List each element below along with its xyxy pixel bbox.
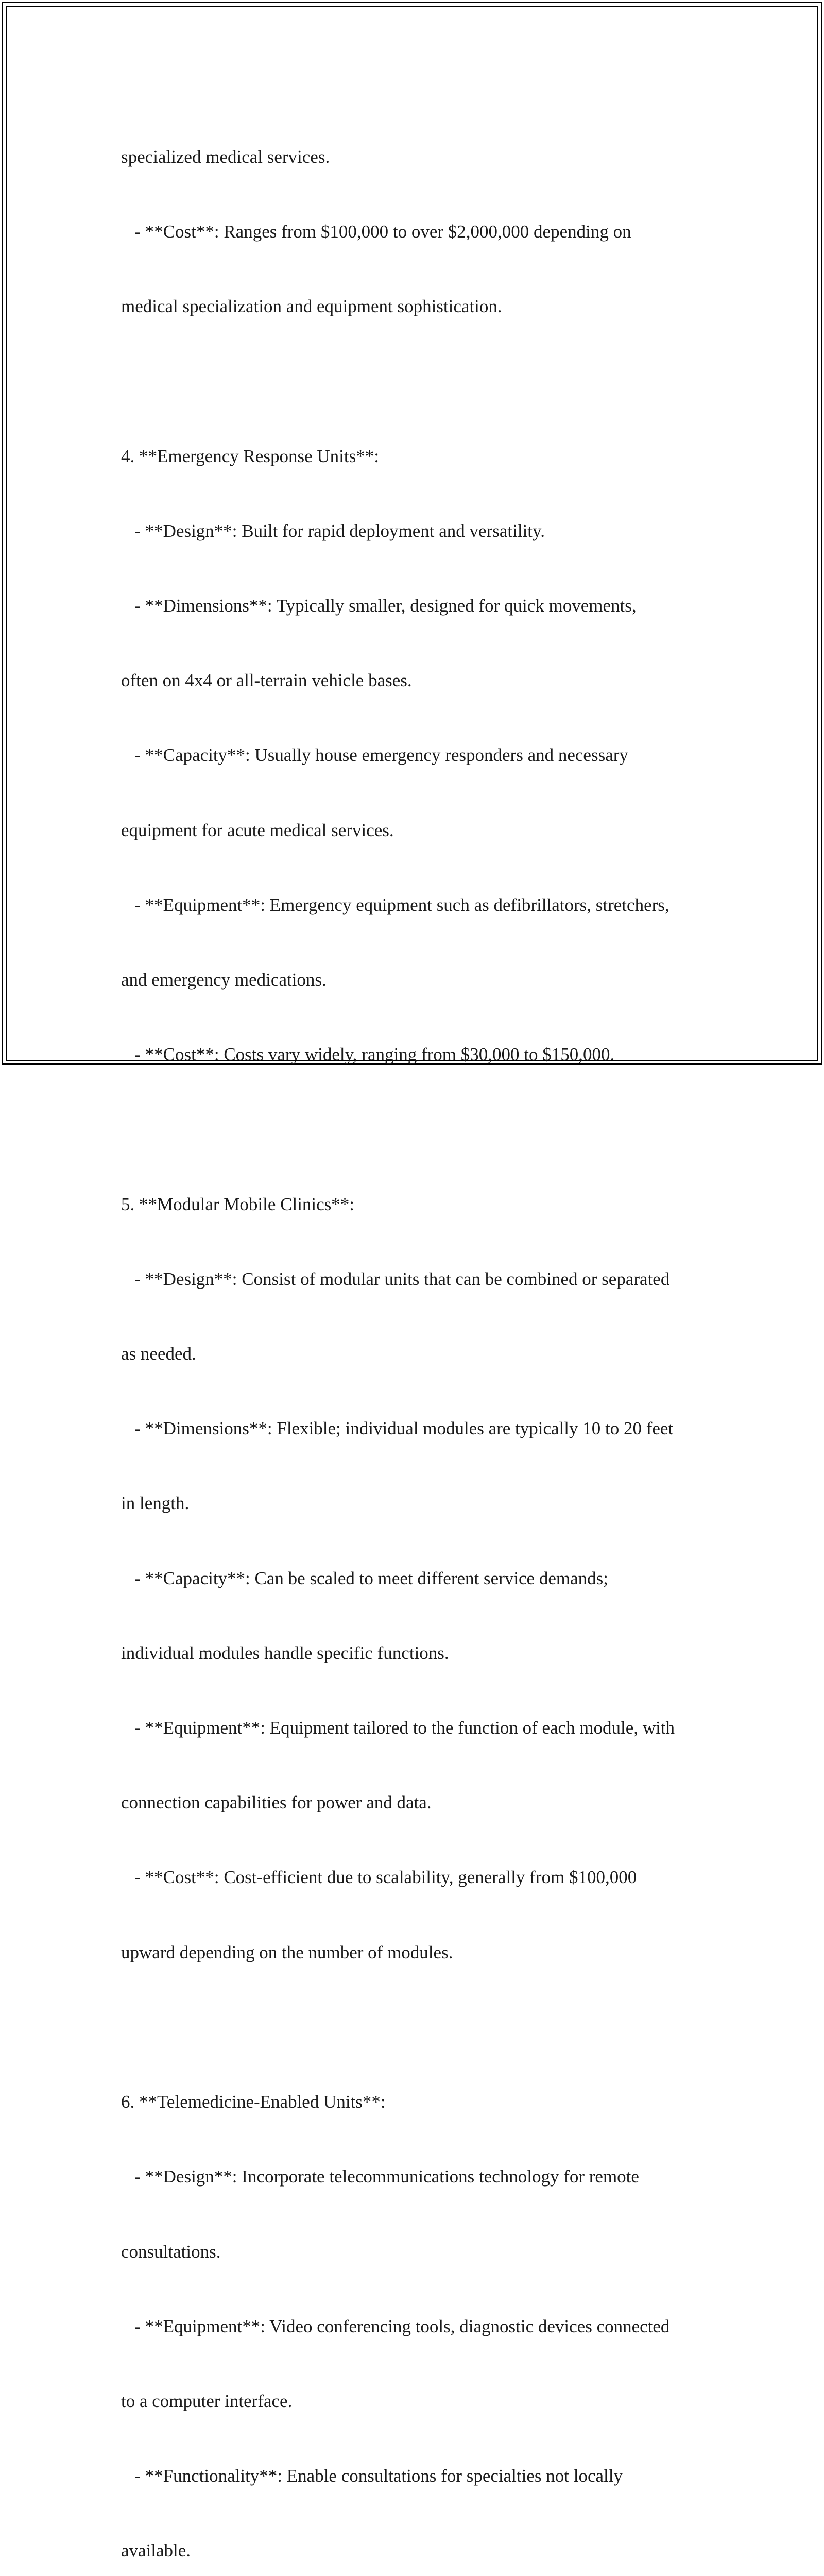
document-body bbox=[121, 95, 713, 2576]
section-heading: 6. **Telemedicine-Enabled Units**: bbox=[121, 2092, 386, 2112]
text-line: - **Dimensions**: Typically smaller, designed for quick movements, bbox=[121, 596, 637, 616]
text-line: specialized medical services. bbox=[121, 146, 330, 167]
text-line: to a computer interface. bbox=[121, 2391, 293, 2411]
text-line: - **Equipment**: Video conferencing tools, diagnostic devices connected bbox=[121, 2316, 670, 2336]
blank-line bbox=[121, 369, 713, 394]
text-line: - **Cost**: Costs vary widely, ranging from $30,000 to $150,000. bbox=[121, 1044, 615, 1065]
section-heading: 5. **Modular Mobile Clinics**: bbox=[121, 1194, 355, 1214]
section-heading: 4. **Emergency Response Units**: bbox=[121, 446, 379, 466]
text-line: - **Design**: Incorporate telecommunications technology for remote bbox=[121, 2166, 639, 2187]
text-line: medical specialization and equipment sophistication. bbox=[121, 296, 502, 317]
text-line: - **Cost**: Ranges from $100,000 to over $2,000,000 depending on bbox=[121, 222, 631, 242]
text-line: - **Equipment**: Equipment tailored to the function of each module, with bbox=[121, 1718, 675, 1738]
text-line: - **Capacity**: Can be scaled to meet different service demands; bbox=[121, 1568, 608, 1588]
text-line: individual modules handle specific functions. bbox=[121, 1642, 449, 1663]
blank-line bbox=[121, 2015, 713, 2040]
text-line: consultations. bbox=[121, 2241, 221, 2262]
blank-line bbox=[121, 1117, 713, 1142]
text-line: available. bbox=[121, 2540, 191, 2561]
text-line: and emergency medications. bbox=[121, 970, 327, 990]
text-line: - **Capacity**: Usually house emergency responders and necessary bbox=[121, 745, 628, 766]
text-line: upward depending on the number of modules. bbox=[121, 1942, 453, 1962]
text-line: - **Cost**: Cost-efficient due to scalability, generally from $100,000 bbox=[121, 1867, 637, 1888]
text-line: in length. bbox=[121, 1493, 190, 1514]
text-line: equipment for acute medical services. bbox=[121, 820, 394, 840]
text-line: often on 4x4 or all-terrain vehicle bases. bbox=[121, 670, 412, 691]
text-line: - **Design**: Consist of modular units that can be combined or separated bbox=[121, 1268, 670, 1289]
text-line: - **Dimensions**: Flexible; individual modules are typically 10 to 20 feet bbox=[121, 1418, 674, 1439]
text-line: - **Design**: Built for rapid deployment and versatility. bbox=[121, 520, 545, 541]
text-line: as needed. bbox=[121, 1344, 196, 1364]
text-line: - **Functionality**: Enable consultations for specialties not locally bbox=[121, 2466, 623, 2486]
text-line: connection capabilities for power and data. bbox=[121, 1792, 432, 1813]
text-line: - **Equipment**: Emergency equipment such as defibrillators, stretchers, bbox=[121, 894, 670, 915]
